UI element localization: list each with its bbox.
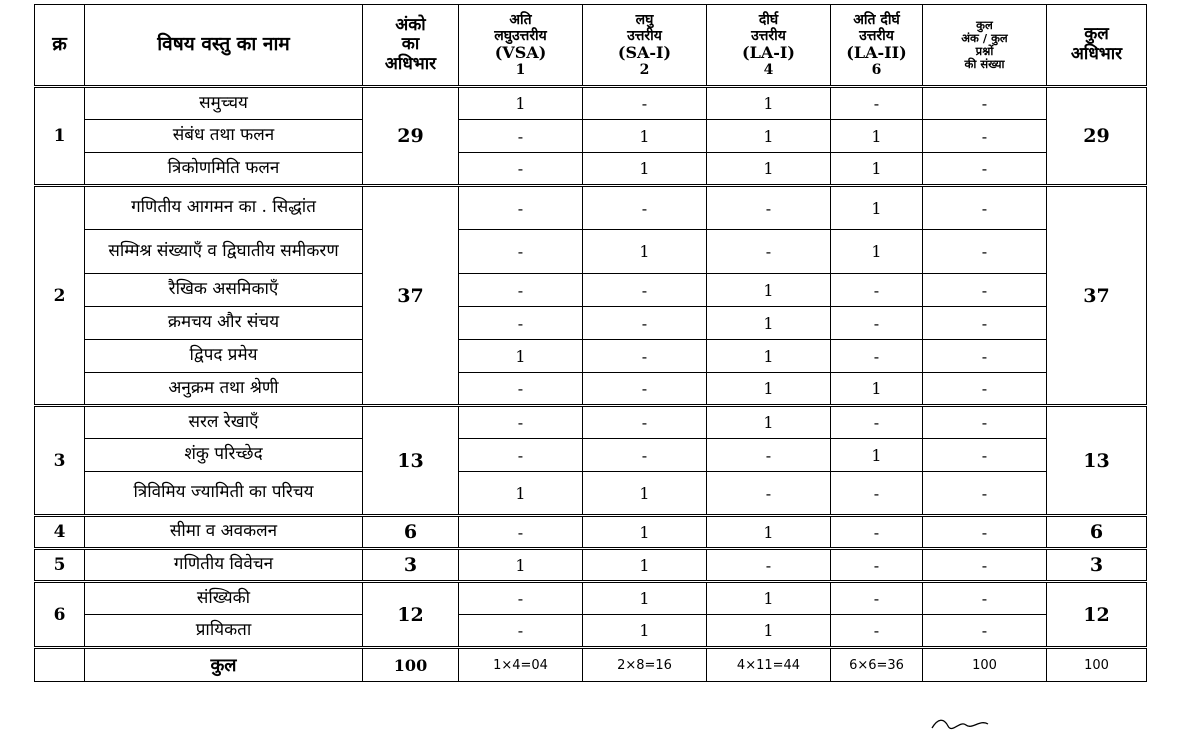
header-la1-line: उत्तरीय xyxy=(751,27,786,44)
la2-cell: - xyxy=(831,406,923,439)
unit-marks-weight: 37 xyxy=(363,186,459,406)
table-body xyxy=(35,87,1147,648)
sa-cell: 1 xyxy=(583,472,707,516)
la1-cell: - xyxy=(707,472,831,516)
la2-cell: 1 xyxy=(831,186,923,230)
la2-cell: - xyxy=(831,516,923,549)
vsa-cell: - xyxy=(459,373,583,406)
footer-row xyxy=(35,648,1147,682)
topic-name: त्रिविमिय ज्यामिती का परिचय xyxy=(85,472,363,516)
la1-cell: - xyxy=(707,186,831,230)
unit-total-weight: 12 xyxy=(1047,582,1147,648)
la1-cell: 1 xyxy=(707,615,831,648)
table-row xyxy=(35,406,1147,439)
footer-la1: 4×11=44 xyxy=(707,648,831,682)
unit-total-weight: 29 xyxy=(1047,87,1147,186)
topic-name: क्रमचय और संचय xyxy=(85,307,363,340)
footer-count: 100 xyxy=(923,648,1047,682)
header-sa-line: उत्तरीय xyxy=(627,27,662,44)
topic-name: अनुक्रम तथा श्रेणी xyxy=(85,373,363,406)
sa-cell: 1 xyxy=(583,549,707,582)
header-question-count xyxy=(923,5,1047,87)
sa-cell: - xyxy=(583,340,707,373)
vsa-cell: - xyxy=(459,582,583,615)
table-row xyxy=(35,120,1147,153)
footer-marks: 100 xyxy=(363,648,459,682)
question-count-cell: - xyxy=(923,87,1047,120)
footer-total: 100 xyxy=(1047,648,1147,682)
la2-cell: - xyxy=(831,307,923,340)
sa-cell: 1 xyxy=(583,153,707,186)
header-marks-weight-line: का xyxy=(401,34,420,55)
header-vsa-line: अति xyxy=(509,11,532,28)
sa-cell: 1 xyxy=(583,230,707,274)
la1-cell: 1 xyxy=(707,373,831,406)
la1-cell: 1 xyxy=(707,582,831,615)
header-la2-line: उत्तरीय xyxy=(859,27,894,44)
la1-cell: - xyxy=(707,230,831,274)
la2-cell: - xyxy=(831,274,923,307)
header-sa-mark: 2 xyxy=(639,62,650,79)
table-row xyxy=(35,516,1147,549)
sa-cell: - xyxy=(583,274,707,307)
question-count-cell: - xyxy=(923,186,1047,230)
la2-cell: - xyxy=(831,615,923,648)
header-count-line: अंक / कुल xyxy=(961,30,1008,45)
sa-cell: 1 xyxy=(583,615,707,648)
vsa-cell: - xyxy=(459,274,583,307)
unit-total-weight: 3 xyxy=(1047,549,1147,582)
vsa-cell: 1 xyxy=(459,87,583,120)
table-row xyxy=(35,549,1147,582)
table-row xyxy=(35,373,1147,406)
footer-serial xyxy=(35,648,85,682)
blueprint-document xyxy=(34,4,1147,682)
question-count-cell: - xyxy=(923,582,1047,615)
la2-cell: 1 xyxy=(831,153,923,186)
vsa-cell: - xyxy=(459,186,583,230)
footer-la2: 6×6=36 xyxy=(831,648,923,682)
vsa-cell: 1 xyxy=(459,549,583,582)
vsa-cell: - xyxy=(459,153,583,186)
vsa-cell: 1 xyxy=(459,340,583,373)
header-la1 xyxy=(707,5,831,87)
footer-vsa: 1×4=04 xyxy=(459,648,583,682)
header-la2-mark: 6 xyxy=(871,62,882,79)
header-marks-weight-line: अधिभार xyxy=(384,53,437,74)
question-count-cell: - xyxy=(923,549,1047,582)
la2-cell: - xyxy=(831,340,923,373)
header-sa-code: (SA-I) xyxy=(617,42,672,62)
unit-serial-number: 6 xyxy=(35,582,85,648)
table-row xyxy=(35,274,1147,307)
table-row xyxy=(35,87,1147,120)
topic-name: त्रिकोणमिति फलन xyxy=(85,153,363,186)
unit-serial-number: 1 xyxy=(35,87,85,186)
header-serial-number: क्र xyxy=(35,5,85,87)
table-row xyxy=(35,439,1147,472)
unit-marks-weight: 13 xyxy=(363,406,459,516)
question-count-cell: - xyxy=(923,439,1047,472)
table-row xyxy=(35,472,1147,516)
header-total-weight xyxy=(1047,5,1147,87)
question-count-cell: - xyxy=(923,153,1047,186)
sa-cell: 1 xyxy=(583,516,707,549)
unit-marks-weight: 3 xyxy=(363,549,459,582)
header-sa xyxy=(583,5,707,87)
header-la1-mark: 4 xyxy=(763,62,774,79)
header-la2-line: अति दीर्घ xyxy=(853,11,900,28)
header-vsa-code: (VSA) xyxy=(494,42,547,62)
header-marks-weight xyxy=(363,5,459,87)
question-count-cell: - xyxy=(923,230,1047,274)
vsa-cell: - xyxy=(459,307,583,340)
topic-name: शंकु परिच्छेद xyxy=(85,439,363,472)
header-la1-code: (LA-I) xyxy=(742,42,795,62)
header-marks-weight-line: अंको xyxy=(395,14,426,35)
topic-name: द्विपद प्रमेय xyxy=(85,340,363,373)
header-la2-code: (LA-II) xyxy=(846,42,907,62)
la2-cell: - xyxy=(831,549,923,582)
vsa-cell: - xyxy=(459,230,583,274)
la1-cell: - xyxy=(707,439,831,472)
sa-cell: - xyxy=(583,87,707,120)
unit-marks-weight: 6 xyxy=(363,516,459,549)
unit-serial-number: 2 xyxy=(35,186,85,406)
la2-cell: - xyxy=(831,582,923,615)
unit-marks-weight: 12 xyxy=(363,582,459,648)
question-count-cell: - xyxy=(923,615,1047,648)
unit-total-weight: 37 xyxy=(1047,186,1147,406)
la1-cell: 1 xyxy=(707,153,831,186)
table-row xyxy=(35,340,1147,373)
question-count-cell: - xyxy=(923,340,1047,373)
unit-serial-number: 4 xyxy=(35,516,85,549)
topic-name: सरल रेखाएँ xyxy=(85,406,363,439)
unit-total-weight: 13 xyxy=(1047,406,1147,516)
la2-cell: 1 xyxy=(831,230,923,274)
header-la2 xyxy=(831,5,923,87)
header-total-weight-line: अधिभार xyxy=(1070,44,1123,64)
la2-cell: 1 xyxy=(831,439,923,472)
vsa-cell: - xyxy=(459,615,583,648)
sa-cell: - xyxy=(583,406,707,439)
vsa-cell: - xyxy=(459,439,583,472)
topic-name: प्रायिकता xyxy=(85,615,363,648)
header-count-line: की संख्या xyxy=(964,57,1005,72)
unit-total-weight: 6 xyxy=(1047,516,1147,549)
question-count-cell: - xyxy=(923,373,1047,406)
sa-cell: - xyxy=(583,373,707,406)
vsa-cell: 1 xyxy=(459,472,583,516)
la1-cell: - xyxy=(707,549,831,582)
vsa-cell: - xyxy=(459,516,583,549)
header-vsa-mark: 1 xyxy=(515,62,526,79)
la1-cell: 1 xyxy=(707,340,831,373)
la2-cell: - xyxy=(831,87,923,120)
la2-cell: 1 xyxy=(831,120,923,153)
question-count-cell: - xyxy=(923,274,1047,307)
footer-label: कुल xyxy=(85,648,363,682)
question-count-cell: - xyxy=(923,406,1047,439)
question-count-cell: - xyxy=(923,516,1047,549)
sa-cell: - xyxy=(583,307,707,340)
la1-cell: 1 xyxy=(707,516,831,549)
unit-marks-weight: 29 xyxy=(363,87,459,186)
header-vsa-line: लघुउत्तरीय xyxy=(494,27,547,44)
header-count-line: कुल xyxy=(976,17,993,32)
table-row xyxy=(35,615,1147,648)
sa-cell: 1 xyxy=(583,582,707,615)
topic-name: सीमा व अवकलन xyxy=(85,516,363,549)
topic-name: समुच्चय xyxy=(85,87,363,120)
header-sa-line: लघु xyxy=(635,11,654,28)
vsa-cell: - xyxy=(459,120,583,153)
footer-sa: 2×8=16 xyxy=(583,648,707,682)
topic-name: रैखिक असमिकाएँ xyxy=(85,274,363,307)
la1-cell: 1 xyxy=(707,274,831,307)
header-subject-name: विषय वस्तु का नाम xyxy=(85,5,363,87)
unit-serial-number: 3 xyxy=(35,406,85,516)
header-row xyxy=(35,5,1147,87)
la1-cell: 1 xyxy=(707,406,831,439)
la1-cell: 1 xyxy=(707,307,831,340)
topic-name: गणितीय आगमन का . सिद्धांत xyxy=(85,186,363,230)
sa-cell: - xyxy=(583,186,707,230)
table-row xyxy=(35,230,1147,274)
sa-cell: - xyxy=(583,439,707,472)
marks-blueprint-table xyxy=(34,4,1147,682)
la1-cell: 1 xyxy=(707,120,831,153)
header-total-weight-line: कुल xyxy=(1084,24,1109,45)
header-count-line: प्रश्नों xyxy=(975,44,994,58)
question-count-cell: - xyxy=(923,472,1047,516)
topic-name: गणितीय विवेचन xyxy=(85,549,363,582)
header-vsa xyxy=(459,5,583,87)
la2-cell: 1 xyxy=(831,373,923,406)
la1-cell: 1 xyxy=(707,87,831,120)
unit-serial-number: 5 xyxy=(35,549,85,582)
table-row xyxy=(35,153,1147,186)
topic-name: सम्मिश्र संख्याएँ व द्विघातीय समीकरण xyxy=(85,230,363,274)
question-count-cell: - xyxy=(923,120,1047,153)
table-row xyxy=(35,307,1147,340)
topic-name: संख्यिकी xyxy=(85,582,363,615)
topic-name: संबंध तथा फलन xyxy=(85,120,363,153)
header-la1-line: दीर्घ xyxy=(758,11,779,28)
table-row xyxy=(35,582,1147,615)
question-count-cell: - xyxy=(923,307,1047,340)
la2-cell: - xyxy=(831,472,923,516)
sa-cell: 1 xyxy=(583,120,707,153)
table-row xyxy=(35,186,1147,230)
vsa-cell: - xyxy=(459,406,583,439)
